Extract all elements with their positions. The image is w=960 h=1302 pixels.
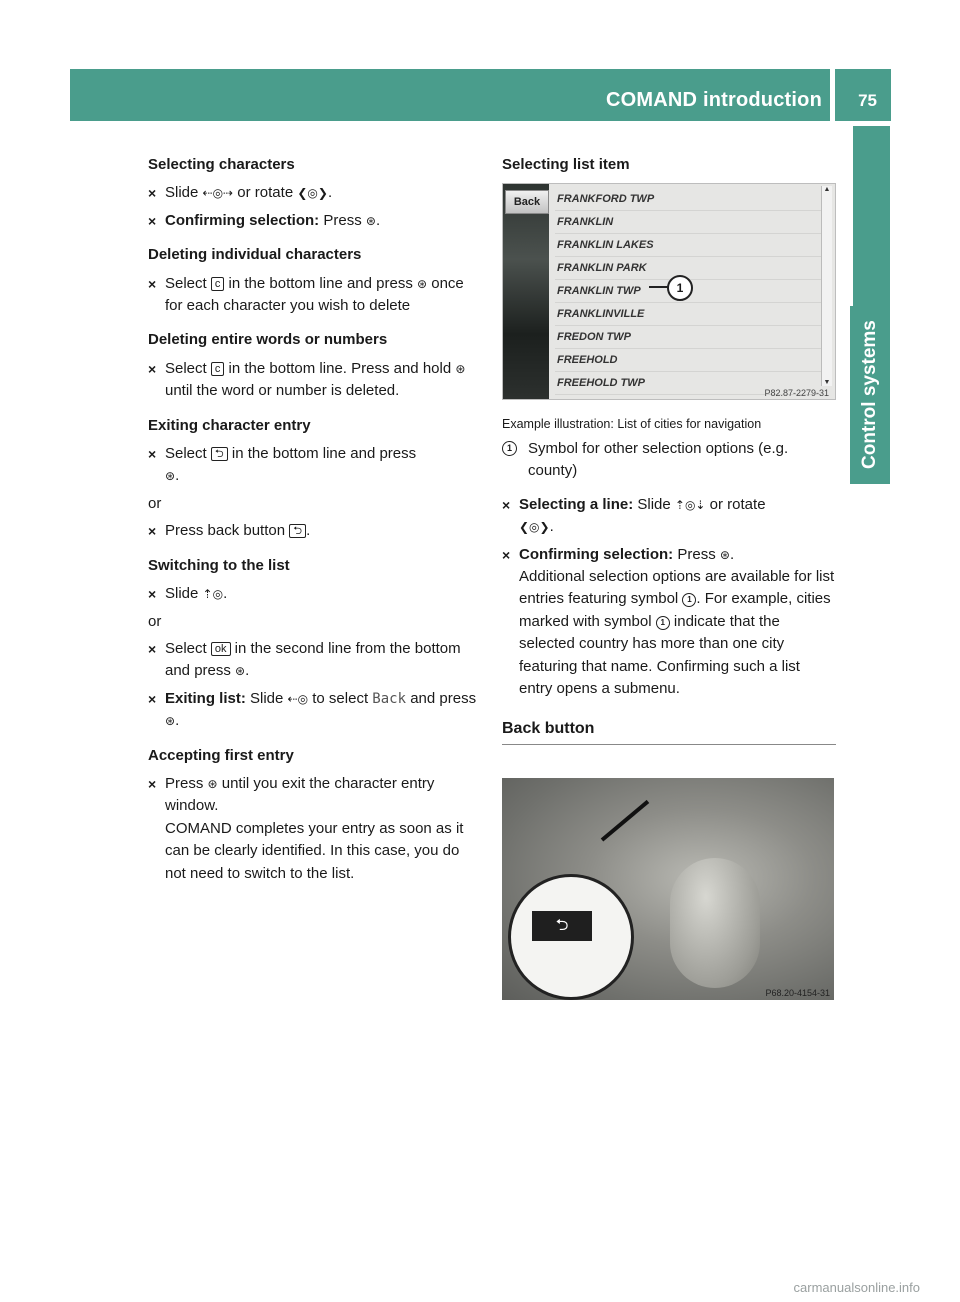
- slide-up-down-icon: ⇡◎⇣: [674, 497, 706, 512]
- page-section-title: COMAND introduction: [606, 89, 822, 111]
- rotate-icon: ❮◎❯: [297, 186, 328, 201]
- figure-caption: Example illustration: List of cities for navigation: [502, 417, 762, 431]
- list-item: FRANKLINVILLE: [555, 303, 821, 326]
- step-bullet-icon: ×: [148, 212, 157, 229]
- step-label: Selecting a line:: [519, 495, 634, 513]
- callout-number: 1: [502, 441, 517, 456]
- step-text: or rotate: [709, 495, 766, 513]
- press-controller-icon: ⊛: [455, 361, 466, 376]
- left-column: [148, 154, 482, 890]
- step-bullet-icon: ×: [148, 360, 157, 377]
- step-label: Exiting list:: [165, 689, 246, 707]
- step-note: Additional selection options are available for list entries featuring symbol: [519, 568, 835, 608]
- step-bullet-icon: ×: [148, 775, 157, 792]
- callout-pointer: [601, 800, 650, 842]
- step-bullet-icon: ×: [502, 546, 511, 563]
- heading-deleting-words: Deleting entire words or numbers: [148, 331, 388, 349]
- step-item: [502, 494, 836, 539]
- step-bullet-icon: ×: [502, 496, 511, 513]
- callout-number: 1: [682, 593, 696, 607]
- step-text: Slide: [250, 689, 284, 707]
- press-controller-icon: ⊛: [165, 469, 176, 484]
- step-text: Press: [677, 545, 716, 563]
- slide-left-right-icon: ⇠◎⇢: [202, 186, 234, 201]
- step-text: Press: [165, 774, 204, 792]
- step-item: [148, 520, 482, 542]
- step-text: and: [410, 689, 436, 707]
- controller-knob: [670, 858, 760, 988]
- step-text: press: [439, 689, 477, 707]
- step-text: .: [245, 662, 250, 680]
- back-icon: ⮌: [289, 524, 306, 538]
- step-text: in the second line from the bottom and press: [165, 639, 461, 680]
- list-screenshot: [502, 183, 836, 400]
- heading-accepting-entry: Accepting first entry: [148, 746, 294, 764]
- list-item: FRANKLIN LAKES: [555, 234, 821, 257]
- right-column-heading-area: [502, 154, 836, 182]
- back-button-photo: [502, 778, 834, 1000]
- callout-line: [649, 286, 669, 288]
- press-controller-icon: ⊛: [235, 664, 246, 679]
- figure-reference: P82.87-2279-31: [764, 388, 829, 398]
- step-text: .: [375, 211, 381, 229]
- watermark: carmanualsonline.info: [793, 1280, 920, 1295]
- step-text: .: [223, 585, 228, 603]
- step-item: [502, 544, 836, 701]
- heading-selecting-list-item: Selecting list item: [502, 156, 630, 173]
- legend-item: [502, 438, 836, 483]
- step-text: Select: [165, 274, 207, 292]
- right-column-body: [502, 438, 836, 745]
- scroll-up-icon: ▲: [823, 186, 831, 193]
- scroll-down-icon: ▼: [823, 379, 831, 386]
- step-text: Slide: [637, 495, 671, 513]
- step-item: [148, 210, 482, 232]
- step-text: Select: [165, 445, 207, 463]
- screen-left-panel: [503, 184, 549, 399]
- step-text: in the bottom line and press: [228, 274, 413, 292]
- step-item: [148, 182, 482, 204]
- press-controller-icon: ⊛: [207, 776, 218, 791]
- step-text: Press back button: [165, 522, 286, 540]
- ok-icon: ok: [211, 642, 231, 656]
- step-text: .: [327, 184, 333, 202]
- step-bullet-icon: ×: [148, 690, 157, 707]
- legend-text: Symbol for other selection options (e.g. county): [528, 440, 789, 480]
- step-text: in the bottom line. Press and hold: [228, 359, 452, 377]
- press-controller-icon: ⊛: [719, 547, 730, 562]
- step-text: Select: [165, 359, 207, 377]
- side-tab-block: [853, 126, 890, 306]
- step-bullet-icon: ×: [148, 586, 157, 603]
- step-text: once for each character you wish to delete: [165, 274, 464, 315]
- list-item: FRANKLIN: [555, 211, 821, 234]
- step-text: until you exit the character entry window.: [165, 774, 435, 815]
- step-text: Slide: [165, 585, 199, 603]
- back-icon: ⮌: [555, 917, 569, 934]
- rotate-icon: ❮◎❯: [519, 520, 550, 535]
- step-bullet-icon: ×: [148, 640, 157, 657]
- heading-deleting-characters: Deleting individual characters: [148, 246, 362, 264]
- step-item: [148, 583, 482, 605]
- step-text: to select: [312, 689, 369, 707]
- callout-number: 1: [656, 616, 670, 630]
- press-controller-icon: ⊛: [365, 213, 376, 228]
- step-text: .: [175, 467, 180, 485]
- or-text: or: [148, 494, 162, 512]
- step-label: Confirming selection:: [519, 545, 674, 563]
- step-text: .: [306, 522, 311, 540]
- step-text: .: [729, 545, 735, 563]
- screen-back-button: Back: [505, 190, 549, 214]
- list-item: FREDON TWP: [555, 326, 821, 349]
- step-item: [148, 638, 482, 683]
- step-bullet-icon: ×: [148, 446, 157, 463]
- step-text: until the word or number is deleted.: [165, 382, 400, 400]
- list-item: FREEHOLD: [555, 349, 821, 372]
- or-text: or: [148, 612, 162, 630]
- list-item: FREEHOLD TWP: [555, 372, 821, 395]
- step-note: indicate that the selected country has more than one city featuring that name. Confirming such a list entry opens a submenu.: [519, 612, 800, 698]
- press-controller-icon: ⊛: [417, 276, 428, 291]
- step-text: in the bottom line and press: [231, 445, 417, 463]
- step-text: or rotate: [237, 184, 294, 202]
- step-text: .: [175, 712, 180, 730]
- step-note: . For example, cities marked with symbol: [519, 590, 831, 630]
- callout-marker: 1: [667, 275, 693, 301]
- delete-icon: c: [211, 362, 225, 376]
- step-bullet-icon: ×: [148, 185, 157, 202]
- step-item: [148, 273, 482, 318]
- step-item: [148, 688, 482, 733]
- step-text: Slide: [165, 184, 199, 202]
- step-item: [148, 443, 482, 488]
- step-text: .: [549, 518, 554, 536]
- step-item: [148, 773, 482, 885]
- step-item: [148, 358, 482, 403]
- step-text: Select: [165, 639, 207, 657]
- delete-icon: c: [211, 277, 225, 291]
- heading-selecting-characters: Selecting characters: [148, 156, 295, 173]
- heading-back-button: Back button: [502, 718, 836, 744]
- heading-exiting-entry: Exiting character entry: [148, 416, 311, 434]
- press-controller-icon: ⊛: [165, 714, 176, 729]
- step-text: Press: [323, 211, 362, 229]
- side-tab-label: Control systems: [859, 320, 880, 470]
- page-number: 75: [858, 91, 877, 110]
- screen-scrollbar: [821, 186, 832, 386]
- step-bullet-icon: ×: [148, 275, 157, 292]
- step-note: COMAND completes your entry as soon as it can be clearly identified. In this case, you do not need to switch to the list.: [165, 819, 464, 882]
- heading-switching-list: Switching to the list: [148, 556, 290, 574]
- slide-up-icon: ⇡◎: [202, 587, 224, 602]
- list-item: FRANKLIN TWP: [555, 280, 821, 303]
- back-icon: ⮌: [211, 447, 228, 461]
- figure-reference: P68.20-4154-31: [765, 988, 830, 998]
- step-bullet-icon: ×: [148, 523, 157, 540]
- list-item: FRANKFORD TWP: [555, 188, 821, 211]
- slide-left-icon: ⇠◎: [287, 691, 309, 706]
- list-item: FRANKLIN PARK: [555, 257, 821, 280]
- display-text-back: Back: [372, 690, 407, 707]
- step-label: Confirming selection:: [165, 211, 320, 229]
